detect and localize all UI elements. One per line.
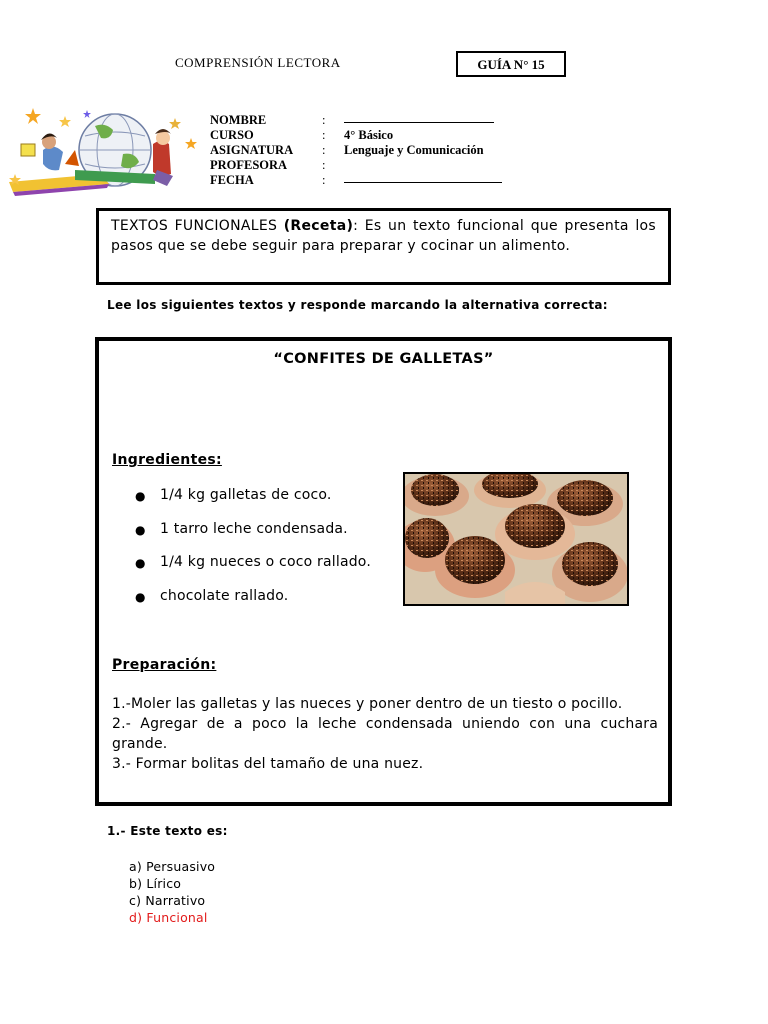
- date-line: [344, 173, 502, 183]
- question-text: 1.- Este texto es:: [107, 824, 228, 838]
- definition-text: : Es un texto funcional que presenta los pasos que se debe seguir para preparar y cocinar un alimento.: [111, 218, 656, 254]
- bullet-icon: ●: [135, 522, 146, 537]
- student-info-block: [210, 113, 502, 188]
- definition-box: [96, 208, 671, 285]
- name-line: [344, 113, 494, 123]
- preparation-heading: Preparación:: [112, 657, 217, 673]
- info-label: PROFESORA: [210, 158, 288, 172]
- instruction-text: Lee los siguientes textos y responde marcando la alternativa correcta:: [107, 298, 608, 312]
- info-label: ASIGNATURA: [210, 143, 294, 157]
- course-value: 4° Básico: [344, 128, 394, 142]
- ingredients-heading: Ingredientes:: [112, 452, 222, 468]
- info-row-asignatura: ASIGNATURA : Lenguaje y Comunicación: [210, 143, 484, 157]
- option-c[interactable]: c) Narrativo: [129, 893, 206, 908]
- document-title: COMPRENSIÓN LECTORA: [175, 55, 341, 70]
- step-3: 3.- Formar bolitas del tamaño de una nuez.: [112, 756, 424, 772]
- definition-term: TEXTOS FUNCIONALES: [111, 218, 278, 234]
- bullet-icon: ●: [135, 590, 146, 605]
- list-item: ● 1/4 kg nueces o coco rallado.: [135, 554, 371, 571]
- chocolate-truffles-photo: [403, 472, 629, 606]
- option-b[interactable]: b) Lírico: [129, 876, 182, 891]
- bullet-icon: ●: [135, 556, 146, 571]
- info-label: CURSO: [210, 128, 254, 142]
- definition-type: (Receta): [283, 218, 354, 234]
- info-row-profesora: PROFESORA :: [210, 158, 326, 172]
- info-row-nombre: NOMBRE :: [210, 113, 502, 128]
- list-item: ● 1 tarro leche condensada.: [135, 520, 348, 537]
- info-row-curso: CURSO : 4° Básico: [210, 128, 394, 142]
- option-d[interactable]: d) Funcional: [129, 910, 208, 925]
- preparation-steps: [112, 694, 658, 774]
- bullet-icon: ●: [135, 489, 146, 503]
- guide-number-box: GUÍA N° 15: [456, 51, 566, 77]
- option-a[interactable]: a) Persuasivo: [129, 859, 216, 874]
- kids-reading-globe-illustration: [5, 104, 205, 196]
- info-label: NOMBRE: [210, 113, 267, 127]
- subject-value: Lenguaje y Comunicación: [344, 143, 484, 157]
- answer-options: [129, 858, 215, 926]
- step-1: 1.-Moler las galletas y las nueces y poner dentro de un tiesto o pocillo.: [112, 696, 623, 712]
- list-item: ● chocolate rallado.: [135, 588, 289, 605]
- info-row-fecha: FECHA :: [210, 173, 502, 188]
- recipe-box: [95, 337, 672, 806]
- step-2: 2.- Agregar de a poco la leche condensada uniendo con una cuchara grande.: [112, 716, 658, 752]
- ingredients-list: [135, 487, 371, 622]
- info-label: FECHA: [210, 173, 254, 187]
- list-item: ● 1/4 kg galletas de coco.: [135, 487, 332, 503]
- recipe-title: “CONFITES DE GALLETAS”: [273, 351, 494, 367]
